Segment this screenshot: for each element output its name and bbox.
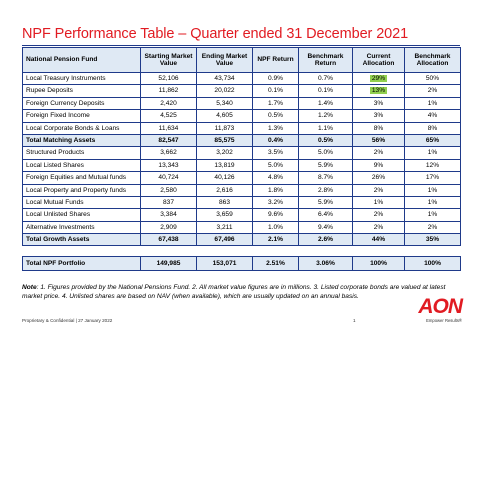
- table-cell: 1.7%: [253, 97, 299, 109]
- row-label-cell: Local Mutual Funds: [23, 196, 141, 208]
- column-header: Ending Market Value: [197, 48, 253, 73]
- row-label-cell: Local Listed Shares: [23, 159, 141, 171]
- table-cell: 26%: [353, 172, 405, 184]
- table-row: [23, 172, 461, 184]
- table-cell: 0.1%: [299, 85, 353, 97]
- table-cell: [405, 246, 461, 257]
- footnote: [22, 284, 460, 302]
- table-body: [23, 73, 461, 271]
- table-cell: 149,985: [141, 257, 197, 271]
- row-label-cell: Structured Products: [23, 147, 141, 159]
- table-cell: 1%: [405, 97, 461, 109]
- table-cell: 8%: [353, 122, 405, 134]
- footnote-label: Note: [22, 284, 37, 291]
- table-cell: 100%: [353, 257, 405, 271]
- table-row: [23, 159, 461, 171]
- highlighted-value: 13%: [371, 87, 386, 95]
- table-cell: 3.5%: [253, 147, 299, 159]
- table-cell: 40,126: [197, 172, 253, 184]
- page-number: 1: [353, 318, 356, 323]
- table-cell: 1%: [405, 184, 461, 196]
- row-label-cell: Alternative Investments: [23, 221, 141, 233]
- table-cell: 82,547: [141, 134, 197, 146]
- column-header: NPF Return: [253, 48, 299, 73]
- table-cell: 2%: [405, 85, 461, 97]
- table-cell: 0.5%: [299, 134, 353, 146]
- table-cell: 2.6%: [299, 234, 353, 246]
- table-cell: 0.9%: [253, 73, 299, 85]
- row-label-cell: [23, 246, 141, 257]
- table-cell: 17%: [405, 172, 461, 184]
- table-cell: 0.7%: [299, 73, 353, 85]
- column-header: National Pension Fund: [23, 48, 141, 73]
- table-cell: 9.6%: [253, 209, 299, 221]
- table-cell: 13,819: [197, 159, 253, 171]
- page-title: NPF Performance Table – Quarter ended 31 December 2021: [22, 26, 409, 42]
- table-cell: 9%: [353, 159, 405, 171]
- table-cell: 3.2%: [253, 196, 299, 208]
- table-cell: 1.4%: [299, 97, 353, 109]
- table-cell: 1.8%: [253, 184, 299, 196]
- row-label-cell: Total Matching Assets: [23, 134, 141, 146]
- table-cell: 52,106: [141, 73, 197, 85]
- table-cell: 4,525: [141, 110, 197, 122]
- table-grand-total-row: [23, 257, 461, 271]
- table-cell: 2%: [405, 221, 461, 233]
- table-cell: 5.0%: [299, 147, 353, 159]
- table-header-row: [23, 48, 461, 73]
- table-cell: 3,662: [141, 147, 197, 159]
- table-cell: 3.06%: [299, 257, 353, 271]
- footer-confidential: Proprietary & Confidential | 27 January 2022: [22, 318, 113, 323]
- table-cell: 0.4%: [253, 134, 299, 146]
- table-cell: 44%: [353, 234, 405, 246]
- table-cell: 65%: [405, 134, 461, 146]
- table-row: [23, 184, 461, 196]
- table-cell: [353, 73, 405, 85]
- table-cell: 8.7%: [299, 172, 353, 184]
- column-header: Benchmark Allocation: [405, 48, 461, 73]
- table-cell: 3,384: [141, 209, 197, 221]
- table-cell: 837: [141, 196, 197, 208]
- table-row: [23, 196, 461, 208]
- highlighted-value: 29%: [371, 75, 386, 83]
- table-cell: 2.1%: [253, 234, 299, 246]
- table-cell: [141, 246, 197, 257]
- table-cell: 11,873: [197, 122, 253, 134]
- table-cell: 4%: [405, 110, 461, 122]
- table-row: [23, 147, 461, 159]
- table-cell: 0.1%: [253, 85, 299, 97]
- table-cell: 3%: [353, 97, 405, 109]
- table-cell: 9.4%: [299, 221, 353, 233]
- row-label-cell: Foreign Currency Deposits: [23, 97, 141, 109]
- table-cell: 1.3%: [253, 122, 299, 134]
- table-row: [23, 73, 461, 85]
- table-cell: 2.8%: [299, 184, 353, 196]
- column-header: Starting Market Value: [141, 48, 197, 73]
- table-row: [23, 110, 461, 122]
- table-cell: 43,734: [197, 73, 253, 85]
- row-label-cell: Total Growth Assets: [23, 234, 141, 246]
- row-label-cell: Local Unlisted Shares: [23, 209, 141, 221]
- table-cell: 5.0%: [253, 159, 299, 171]
- table-cell: 1%: [405, 147, 461, 159]
- table-cell: 2,420: [141, 97, 197, 109]
- aon-logo: [412, 296, 462, 323]
- table-cell: 85,575: [197, 134, 253, 146]
- table-cell: 11,862: [141, 85, 197, 97]
- table-cell: 153,071: [197, 257, 253, 271]
- table-cell: 35%: [405, 234, 461, 246]
- table-cell: 2%: [353, 209, 405, 221]
- logo-tagline: Empower Results®: [426, 318, 462, 323]
- table-cell: 4.8%: [253, 172, 299, 184]
- table-cell: 2,909: [141, 221, 197, 233]
- table-cell: 3%: [353, 110, 405, 122]
- table-cell: 6.4%: [299, 209, 353, 221]
- table-cell: 2,616: [197, 184, 253, 196]
- table-row: [23, 122, 461, 134]
- table-cell: 50%: [405, 73, 461, 85]
- table-cell: 67,438: [141, 234, 197, 246]
- column-header: Benchmark Return: [299, 48, 353, 73]
- table-cell: 0.5%: [253, 110, 299, 122]
- table-cell: 12%: [405, 159, 461, 171]
- table-cell: 1.0%: [253, 221, 299, 233]
- logo-wordmark: AON: [418, 295, 462, 318]
- table-cell: 100%: [405, 257, 461, 271]
- table-cell: 1.2%: [299, 110, 353, 122]
- table-cell: 863: [197, 196, 253, 208]
- row-label-cell: Rupee Deposits: [23, 85, 141, 97]
- table-total-row: [23, 234, 461, 246]
- table-cell: 13,343: [141, 159, 197, 171]
- table-cell: [253, 246, 299, 257]
- table-cell: 2.51%: [253, 257, 299, 271]
- row-label-cell: Foreign Fixed Income: [23, 110, 141, 122]
- row-label-cell: Local Treasury Instruments: [23, 73, 141, 85]
- table-cell: 1%: [405, 209, 461, 221]
- table-row: [23, 97, 461, 109]
- table-cell: 1%: [405, 196, 461, 208]
- table-cell: 1.1%: [299, 122, 353, 134]
- performance-table: [22, 47, 461, 271]
- table-spacer-row: [23, 246, 461, 257]
- table-cell: 2,580: [141, 184, 197, 196]
- row-label-cell: Foreign Equities and Mutual funds: [23, 172, 141, 184]
- row-label-cell: Total NPF Portfolio: [23, 257, 141, 271]
- footnote-text: : 1. Figures provided by the National Pensions Fund. 2. All market value figures are in millions. 3. Listed corporate bonds are valued at latest market price. 4. Unlisted shares are based on NAV (when available), which are usually updated on an annual basis.: [22, 284, 446, 300]
- table-cell: 2%: [353, 184, 405, 196]
- table-cell: 5.9%: [299, 196, 353, 208]
- table-cell: 1%: [353, 196, 405, 208]
- table-cell: 11,634: [141, 122, 197, 134]
- table-cell: 2%: [353, 147, 405, 159]
- table-cell: 8%: [405, 122, 461, 134]
- table-cell: [299, 246, 353, 257]
- table-cell: [353, 85, 405, 97]
- table-cell: 2%: [353, 221, 405, 233]
- table-cell: 5.9%: [299, 159, 353, 171]
- column-header: Current Allocation: [353, 48, 405, 73]
- table-row: [23, 85, 461, 97]
- table-cell: 4,605: [197, 110, 253, 122]
- table-cell: 3,211: [197, 221, 253, 233]
- table-cell: 3,202: [197, 147, 253, 159]
- performance-table-container: [22, 47, 460, 271]
- table-cell: 20,022: [197, 85, 253, 97]
- table-cell: 40,724: [141, 172, 197, 184]
- table-cell: 3,659: [197, 209, 253, 221]
- table-total-row: [23, 134, 461, 146]
- table-cell: [197, 246, 253, 257]
- table-cell: 5,340: [197, 97, 253, 109]
- table-cell: 56%: [353, 134, 405, 146]
- row-label-cell: Local Corporate Bonds & Loans: [23, 122, 141, 134]
- row-label-cell: Local Property and Property funds: [23, 184, 141, 196]
- table-cell: 67,496: [197, 234, 253, 246]
- table-cell: [353, 246, 405, 257]
- table-row: [23, 221, 461, 233]
- table-row: [23, 209, 461, 221]
